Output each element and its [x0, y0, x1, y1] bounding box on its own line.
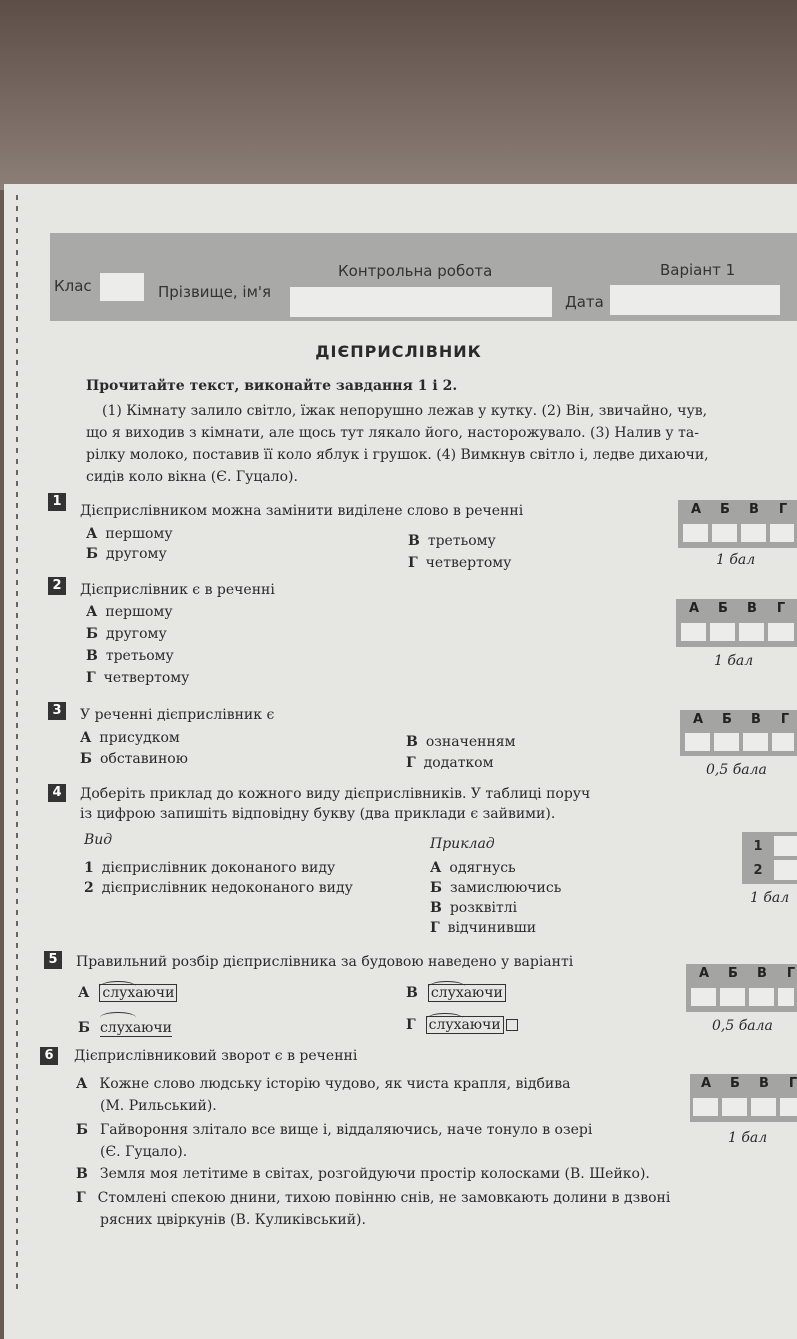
option-d[interactable]: Г четвертому [408, 555, 512, 571]
option-b-cont: (Є. Гуцало). [100, 1144, 188, 1160]
grid-letter: А [690, 502, 702, 517]
answer-cell[interactable] [739, 623, 764, 641]
work-title: Контрольна робота [338, 262, 493, 280]
class-label: Клас [54, 277, 92, 295]
date-field[interactable] [610, 285, 780, 315]
passage-line: (1) Кімнату залило світло, їжак непорушно лежав у кутку. (2) Він, звичайно, чув, [102, 403, 708, 419]
option-c[interactable]: В означенням [406, 734, 516, 750]
answer-cell[interactable] [768, 623, 794, 641]
answer-cell[interactable] [710, 623, 735, 641]
column-header-kind: Вид [84, 832, 113, 848]
column-header-example: Приклад [430, 836, 495, 852]
grid-letter: Б [720, 502, 730, 517]
answer-cell[interactable] [774, 860, 797, 880]
row-number: 2 [753, 863, 763, 878]
option-d[interactable]: Г четвертому [86, 670, 190, 686]
option-a[interactable]: А присудком [80, 730, 180, 746]
option-a-cont: (М. Рильський). [100, 1098, 217, 1114]
grid-letter: Б [730, 1076, 740, 1091]
score-label: 0,5 бала [712, 1018, 773, 1034]
question-number: 3 [48, 702, 66, 720]
grid-letter: В [749, 502, 759, 517]
score-label: 0,5 бала [706, 762, 767, 778]
grid-letter: Б [722, 712, 732, 727]
option-b[interactable]: Б другому [86, 626, 167, 642]
answer-grid [676, 599, 797, 647]
question-number: 4 [48, 784, 66, 802]
question-text: Правильний розбір дієприслівника за будовою наведено у варіанті [76, 954, 574, 970]
question-number: 5 [44, 951, 62, 969]
question-text: Дієприслівником можна замінити виділене слово в реченні [80, 503, 524, 519]
variant-label: Варіант 1 [660, 261, 736, 279]
grid-letter: Г [788, 1076, 797, 1091]
passage-line: рілку молоко, поставив її коло яблук і грушок. (4) Вимкнув світло і, ледве дихаючи, [86, 447, 709, 463]
answer-cell[interactable] [712, 524, 737, 542]
instruction: Прочитайте текст, виконайте завдання 1 і 2. [86, 378, 458, 394]
kind-item: 2 дієприслівник недоконаного виду [84, 880, 353, 896]
option-b[interactable]: Б другому [86, 546, 167, 562]
grid-letter: Г [786, 966, 796, 981]
date-label: Дата [565, 293, 604, 311]
header-band [50, 233, 797, 321]
question-number: 2 [48, 577, 66, 595]
option-b[interactable]: Б обставиною [80, 751, 188, 767]
grid-letter: В [747, 601, 757, 616]
matching-table [742, 832, 797, 884]
page-title: ДІЄПРИСЛІВНИК [315, 342, 482, 361]
question-text: Дієприслівниковий зворот є в реченні [74, 1048, 358, 1064]
class-field[interactable] [100, 273, 144, 301]
grid-letter: Б [718, 601, 728, 616]
option-a[interactable]: А Кожне слово людську історію чудово, як чиста крапля, відбива [76, 1076, 571, 1092]
answer-cell[interactable] [772, 733, 794, 751]
ending-box [506, 1019, 518, 1031]
grid-letter: Б [728, 966, 738, 981]
answer-cell[interactable] [681, 623, 706, 641]
grid-letter: Г [778, 502, 788, 517]
option-c[interactable]: В слухаючи [406, 984, 506, 1002]
option-d[interactable]: Г слухаючи [406, 1016, 518, 1034]
option-d[interactable]: Г додатком [406, 755, 494, 771]
score-label: 1 бал [716, 552, 756, 568]
answer-cell[interactable] [685, 733, 710, 751]
question-number: 6 [40, 1047, 58, 1065]
answer-cell[interactable] [749, 988, 774, 1006]
answer-cell[interactable] [741, 524, 766, 542]
answer-cell[interactable] [693, 1098, 718, 1116]
answer-cell[interactable] [722, 1098, 747, 1116]
grid-letter: В [757, 966, 767, 981]
option-c[interactable]: В третьому [86, 648, 174, 664]
row-number: 1 [753, 839, 763, 854]
answer-cell[interactable] [774, 836, 797, 856]
option-c[interactable]: В Земля моя летітиме в світах, розгойдуючи простір колосками (В. Шейко). [76, 1166, 650, 1182]
option-a[interactable]: А слухаючи [78, 984, 177, 1002]
grid-letter: А [698, 966, 710, 981]
answer-cell[interactable] [778, 988, 794, 1006]
answer-cell[interactable] [714, 733, 739, 751]
grid-letter: А [700, 1076, 712, 1091]
option-a[interactable]: А першому [86, 526, 173, 542]
answer-cell[interactable] [691, 988, 716, 1006]
example-item: В розквітлі [430, 900, 518, 916]
passage-line: що я виходив з кімнати, але щось тут лякало його, насторожувало. (3) Налив у та- [86, 425, 699, 441]
option-b[interactable]: Б Гайвороння злітало все вище і, віддаляючись, наче тонуло в озері [76, 1122, 593, 1138]
passage-line: сидів коло вікна (Є. Гуцало). [86, 469, 298, 485]
grid-letter: А [688, 601, 700, 616]
grid-letter: Г [780, 712, 790, 727]
option-c[interactable]: В третьому [408, 533, 496, 549]
grid-letter: В [751, 712, 761, 727]
answer-cell[interactable] [751, 1098, 776, 1116]
grid-letter: В [759, 1076, 769, 1091]
grid-letter: А [692, 712, 704, 727]
answer-grid [678, 500, 797, 548]
score-label: 1 бал [750, 890, 790, 906]
question-text: Доберіть приклад до кожного виду дієприслівників. У таблиці поруч [80, 786, 591, 802]
answer-cell[interactable] [720, 988, 745, 1006]
option-a[interactable]: А першому [86, 604, 173, 620]
question-text: із цифрою запишіть відповідну букву (два приклади є зайвими). [80, 806, 556, 822]
answer-cell[interactable] [770, 524, 794, 542]
option-b[interactable]: Б слухаючи [78, 1016, 172, 1037]
answer-cell[interactable] [683, 524, 708, 542]
example-item: Г відчинивши [430, 920, 537, 936]
name-field[interactable] [290, 287, 552, 317]
answer-grid [686, 964, 797, 1012]
answer-grid [680, 710, 797, 756]
question-text: У реченні дієприслівник є [80, 707, 275, 723]
answer-grid [690, 1074, 797, 1122]
score-label: 1 бал [728, 1130, 768, 1146]
example-item: Б замислюючись [430, 880, 562, 896]
answer-cell[interactable] [780, 1098, 797, 1116]
question-text: Дієприслівник є в реченні [80, 582, 275, 598]
example-item: А одягнусь [430, 860, 516, 876]
score-label: 1 бал [714, 653, 754, 669]
grid-letter: Г [776, 601, 786, 616]
answer-cell[interactable] [743, 733, 768, 751]
reading-passage [86, 400, 797, 488]
question-number: 1 [48, 493, 66, 511]
option-d[interactable]: Г Стомлені спекою днини, тихою повінню снів, не замовкають долини в дзвоні [76, 1190, 671, 1206]
name-label: Прізвище, ім'я [158, 283, 272, 301]
kind-item: 1 дієприслівник доконаного виду [84, 860, 336, 876]
option-d-cont: рясних цвіркунів (В. Куликівський). [100, 1212, 366, 1228]
background-surface [0, 0, 797, 190]
